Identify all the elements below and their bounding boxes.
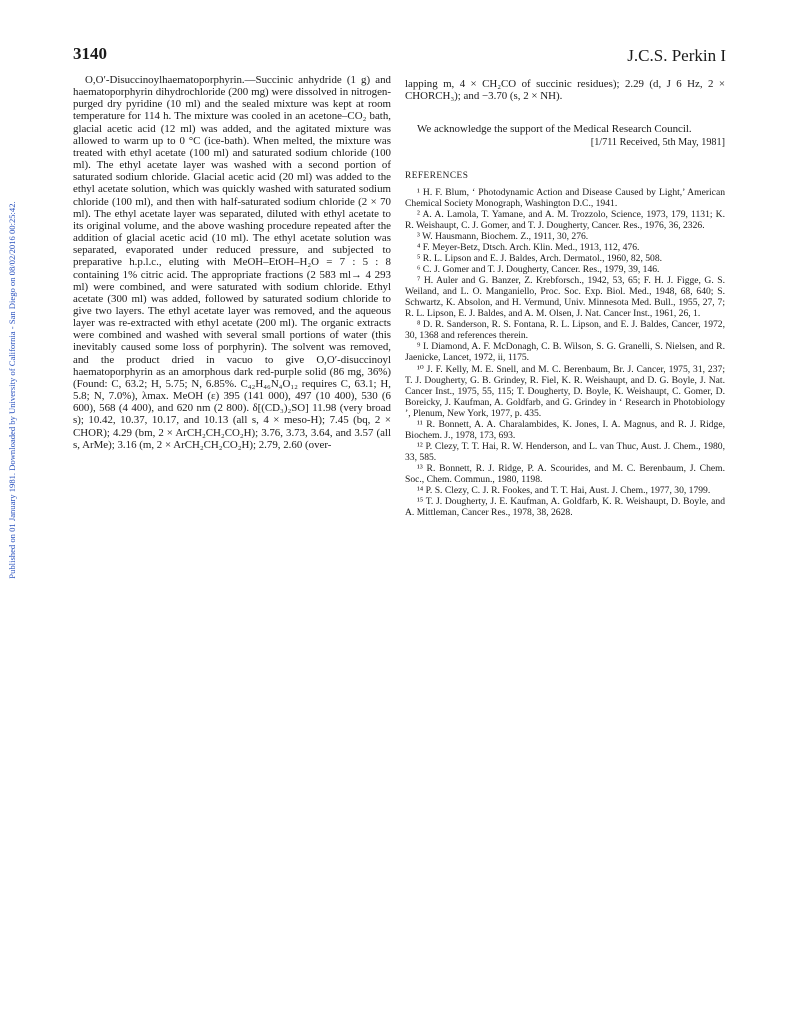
reference-item: ⁵ R. L. Lipson and E. J. Baldes, Arch. Dermatol., 1960, 82, 508. [417, 253, 663, 265]
reference-item: ⁴ F. Meyer-Betz, Dtsch. Arch. Klin. Med., 1913, 112, 476. [417, 242, 640, 254]
reference-item: ⁶ C. J. Gomer and T. J. Dougherty, Cancer. Res., 1979, 39, 146. [417, 264, 660, 276]
reference-item: ¹⁵ T. J. Dougherty, J. E. Kaufman, A. Goldfarb, K. R. Weishaupt, D. Boyle, and A. Mittleman, Cancer Res., 1978, 38, 2628. [405, 496, 725, 519]
reference-item: ⁸ D. R. Sanderson, R. S. Fontana, R. L. Lipson, and E. J. Baldes, Cancer, 1972, 30, 1368 and references therein. [405, 319, 725, 342]
reference-item: ⁹ I. Diamond, A. F. McDonagh, C. B. Wilson, S. G. Granelli, S. Nielsen, and R. Jaenicke, Lancet, 1972, ii, 1175. [405, 341, 725, 364]
references-list [405, 187, 725, 518]
reference-item: ¹² P. Clezy, T. T. Hai, R. W. Henderson, and L. van Thuc, Aust. J. Chem., 1980, 33, 585. [405, 440, 725, 463]
received-date: [1/711 Received, 5th May, 1981] [590, 137, 725, 149]
reference-item: ¹⁰ J. F. Kelly, M. E. Snell, and M. C. Berenbaum, Br. J. Cancer, 1975, 31, 237; T. J. Dougherty, G. B. Grindey, R. Fiel, K. R. Weishaupt, and D. G. Boyle, J. Nat. Cancer Inst., 1975, 55, 115; T. Dougherty, D. Boyle, K. Weishaupt, C. Gomer, D. Boreicky, J. Kaufman, A. Goldfarb, and G. Grindey in ‘ Research in Photobiology ’, Plenum, New York, 1977, p. 435. [405, 363, 725, 419]
journal-title: J.C.S. Perkin I [627, 46, 726, 65]
experimental-paragraph: O,O′-Disuccinoylhaematoporphyrin.—Succinic anhydride (1 g) and haematoporphyrin dihydrochloride (200 mg) were dissolved in nitrogen-purged dry pyridine (10 ml) and the sealed mixture was kept at room temperature for 114 h. The mixture was cooled in an acetone–CO₂ bath, glacial acetic acid (12 ml) was added, and the agitated mixture was allowed to warm up to 0 °C (ice-bath). When melted, the mixture was treated with ethyl acetate (100 ml) and saturated sodium chloride (100 ml). The ethyl acetate layer was washed with a second portion of saturated sodium chloride. Glacial acetic acid (20 ml) was added to the ethyl acetate solution, which was quickly washed with saturated sodium chloride (100 ml), and then with half-saturated sodium chloride (2 × 70 ml). The ethyl acetate layer was separated, diluted with ethyl acetate to its original volume, and the above washing procedure repeated after the addition of glacial acetic acid (10 ml). The ethyl acetate solution was separated, evaporated under reduced pressure, and subjected to preparative h.p.l.c., eluting with MeOH–EtOH–H₂O = 7 : 5 : 8 containing 1% citric acid. The appropriate fractions (2 583 ml→ 4 293 ml) were combined, and were saturated with sodium chloride. Ethyl acetate (300 ml) was added, followed by saturated sodium chloride to give two layers. The ethyl acetate layer was removed, and the aqueous layer was re-extracted with ethyl acetate (200 ml). The organic extracts were combined and washed with several small portions of water (this inevitably caused some loss of porphyrin). The solvent was removed, and the product dried in vacuo to give O,O′-disuccinoyl haematoporphyrin as an amorphous dark red-purple solid (86 mg, 36%) (Found: C, 63.2; H, 5.75; N, 6.85%. C₄₂H₄₆N₄O₁₂ requires C, 63.1; H, 5.8; N, 7.0%), λmax. MeOH (ε) 395 (141 000), 497 (10 400), 530 (6 600), 568 (4 400), and 620 nm (2 800). δ[(CD₃)₂SO] 11.98 (very broad s); 10.42, 10.37, 10.17, and 10.13 (all s, 4 × meso-H); 7.45 (bq, 2 × CHOR); 4.29 (bm, 2 × ArCH₂CH₂CO₂H); 3.76, 3.73, 3.64, and 3.57 (all s, ArMe); 3.16 (m, 2 × ArCH₂CH₂CO₂H); 2.79, 2.60 (over- [73, 74, 391, 451]
download-notice [5, 140, 19, 640]
references-heading: REFERENCES [405, 170, 469, 181]
page-number: 3140 [73, 44, 107, 63]
continued-paragraph: lapping m, 4 × CH₂CO of succinic residues); 2.29 (d, J 6 Hz, 2 × CHORCH₃); and −3.70 (s, 2 × NH). [405, 78, 725, 103]
reference-item: ¹⁴ P. S. Clezy, C. J. R. Fookes, and T. T. Hai, Aust. J. Chem., 1977, 30, 1799. [417, 485, 711, 497]
left-column [73, 74, 391, 451]
reference-item: ⁷ H. Auler and G. Banzer, Z. Krebforsch., 1942, 53, 65; F. H. J. Figge, G. S. Weiland, and L. O. Manganiello, Proc. Soc. Exp. Biol. Med., 1948, 68, 640; S. Schwartz, K. Absolon, and H. Vermund, Univ. Minnesota Med. Bull., 1955, 27, 7; R. L. Lipson, E. J. Baldes, and A. M. Olsen, J. Nat. Cancer Inst., 1961, 26, 1. [405, 275, 725, 320]
download-notice-text: Published on 01 January 1981. Downloaded by University of California - San Diego on 08/02/2016 00:25:42. [7, 201, 17, 579]
reference-item: ¹¹ R. Bonnett, A. A. Charalambides, K. Jones, I. A. Magnus, and R. J. Ridge, Biochem. J., 1978, 173, 693. [405, 418, 725, 441]
reference-item: ² A. A. Lamola, T. Yamane, and A. M. Trozzolo, Science, 1973, 179, 1131; K. R. Weishaupt, C. J. Gomer, and T. J. Dougherty, Cancer. Res., 1976, 36, 2326. [405, 208, 725, 231]
right-column [405, 78, 725, 518]
reference-item: ¹ H. F. Blum, ‘ Photodynamic Action and Disease Caused by Light,’ American Chemical Society Monograph, Washington D.C., 1941. [405, 186, 725, 209]
acknowledgement: We acknowledge the support of the Medical Research Council. [417, 123, 692, 136]
reference-item: ¹³ R. Bonnett, R. J. Ridge, P. A. Scourides, and M. C. Berenbaum, J. Chem. Soc., Chem. Commun., 1980, 1198. [405, 462, 725, 485]
reference-item: ³ W. Hausmann, Biochem. Z., 1911, 30, 276. [417, 230, 589, 242]
